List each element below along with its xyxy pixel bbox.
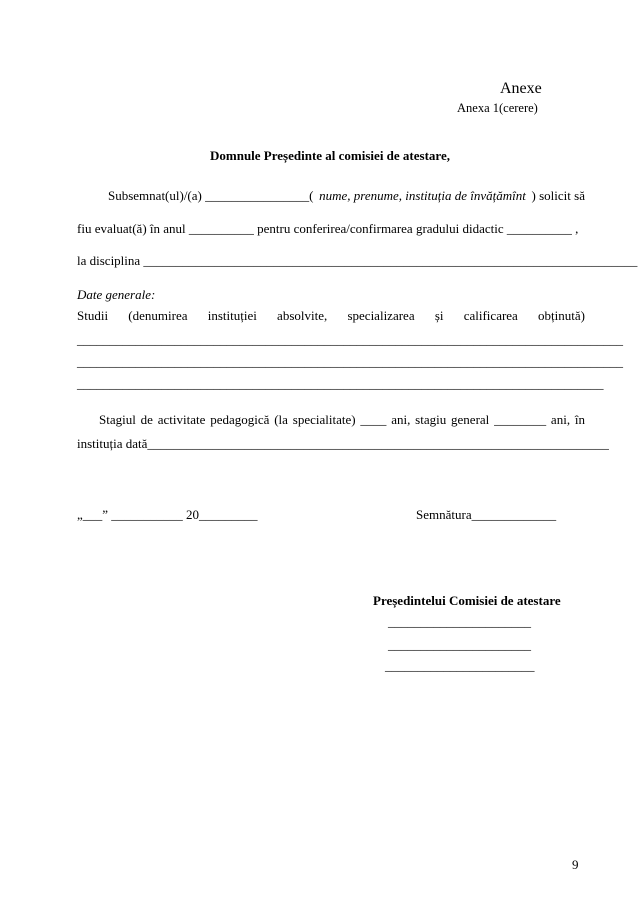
request-paragraph-line1 (108, 188, 585, 204)
request-intro-italic: nume, prenume, instituția de învățămînt (319, 188, 526, 203)
studies-line: Studii (denumirea instituției absolvite, specializarea și calificarea obținută) (77, 308, 585, 323)
commission-signature-line-2: ______________________ (388, 637, 531, 652)
commission-title: Președintelui Comisiei de atestare (373, 593, 561, 608)
request-intro-end: ) solicit să (531, 188, 585, 203)
annex-title: Anexe (500, 80, 542, 97)
commission-signature-line-1: ______________________ (388, 614, 531, 629)
commission-signature-line-3: _______________________ (385, 658, 535, 673)
signature-field: Semnătura_____________ (416, 507, 557, 522)
studies-blank-line-1: ____________________________________________________________________________________ (77, 332, 623, 347)
general-data-label: Date generale: (77, 287, 156, 302)
discipline-line: la disciplina ____________________________________________________________________________ (77, 253, 638, 268)
request-paragraph-line2: fiu evaluat(ă) în anul __________ pentru conferirea/confirmarea gradului didactic __________ , (77, 221, 579, 236)
experience-line-1: Stagiul de activitate pedagogică (la specialitate) ____ ani, stagiu general ________ ani, în (99, 412, 585, 427)
annex-subtitle: Anexa 1(cerere) (457, 101, 538, 115)
addressee-heading: Domnule Președinte al comisiei de atestare, (210, 148, 450, 163)
experience-line-2: instituția dată_______________________________________________________________________ (77, 436, 609, 451)
date-field: „___” ___________ 20_________ (77, 507, 258, 522)
studies-blank-line-2: ____________________________________________________________________________________ (77, 354, 623, 369)
request-intro: Subsemnat(ul)/(a) ________________( (108, 188, 314, 203)
studies-blank-line-3: _________________________________________________________________________________ (77, 376, 604, 391)
page-number: 9 (572, 857, 579, 872)
